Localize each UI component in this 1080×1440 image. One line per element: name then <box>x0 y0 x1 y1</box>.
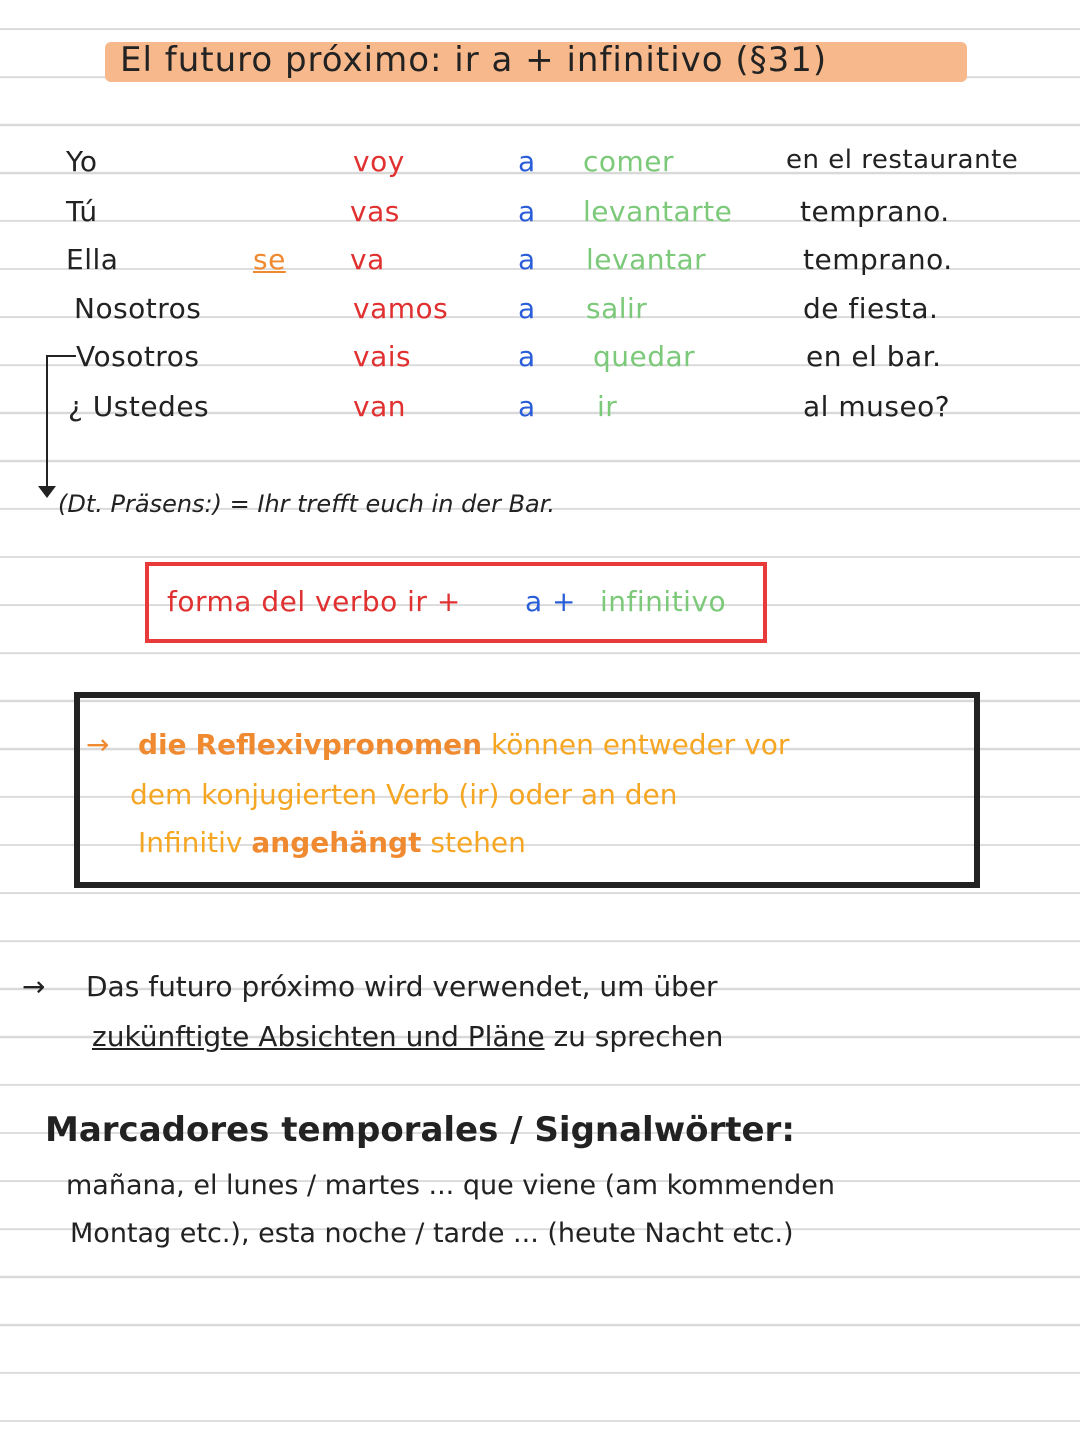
page-title: El futuro próximo: ir a + infinitivo (§31) <box>120 40 828 80</box>
infinitive: ir <box>597 390 618 423</box>
vosotros-arrow-stub <box>46 355 76 357</box>
vosotros-arrow-line <box>46 355 48 490</box>
pronoun: Nosotros <box>74 292 202 325</box>
formula-infinitive-part: infinitivo <box>600 585 727 618</box>
preposition: a <box>518 145 536 178</box>
pronoun: ¿ Ustedes <box>68 390 210 423</box>
infinitive: comer <box>583 145 675 178</box>
verb-form: vas <box>350 195 400 228</box>
marcadores-heading: Marcadores temporales / Signalwörter: <box>45 1110 795 1150</box>
formula-prep-part: a + <box>525 585 577 618</box>
complement: en el restaurante <box>786 145 1019 175</box>
complement: de fiesta. <box>803 292 939 325</box>
note-text: stehen <box>430 826 526 859</box>
complement: temprano. <box>803 243 953 276</box>
note-emphasis: die <box>138 728 187 761</box>
arrow-right-icon: → <box>22 970 46 1003</box>
note-line-3 <box>138 826 526 859</box>
note-text: können entweder vor <box>491 728 790 761</box>
infinitive: salir <box>586 292 648 325</box>
arrow-down-icon <box>38 486 56 498</box>
marcadores-line-1: mañana, el lunes / martes ... que viene (am kommenden <box>66 1170 835 1201</box>
verb-form: vais <box>353 340 412 373</box>
usage-text: zu sprechen <box>553 1020 724 1053</box>
preposition: a <box>518 195 536 228</box>
arrow-right-icon: → <box>86 728 110 761</box>
infinitive: levantar <box>586 243 707 276</box>
note-emphasis: angehängt <box>251 826 422 859</box>
preposition: a <box>518 390 536 423</box>
preposition: a <box>518 243 536 276</box>
pronoun: Vosotros <box>76 340 200 373</box>
usage-line-2 <box>92 1020 723 1053</box>
preposition: a <box>518 340 536 373</box>
verb-form: voy <box>353 145 405 178</box>
complement: en el bar. <box>806 340 942 373</box>
usage-underlined: zukünftigte Absichten und Pläne <box>92 1020 545 1053</box>
verb-form: va <box>350 243 385 276</box>
preposition: a <box>518 292 536 325</box>
pronoun: Tú <box>66 195 98 228</box>
reflexive-pronoun: se <box>253 243 286 276</box>
complement: al museo? <box>803 390 951 423</box>
german-translation: (Dt. Präsens:) = Ihr trefft euch in der Bar. <box>58 490 556 518</box>
complement: temprano. <box>800 195 950 228</box>
infinitive: levantarte <box>583 195 733 228</box>
formula-verb-part: forma del verbo ir + <box>167 585 461 618</box>
marcadores-line-2: Montag etc.), esta noche / tarde ... (heute Nacht etc.) <box>70 1218 794 1249</box>
note-line-1 <box>138 728 789 761</box>
note-text: Infinitiv <box>138 826 243 859</box>
pronoun: Yo <box>66 145 98 178</box>
verb-form: van <box>353 390 406 423</box>
note-emphasis: Reflexivpronomen <box>195 728 483 761</box>
usage-line-1: Das futuro próximo wird verwendet, um über <box>86 970 718 1003</box>
note-line-2: dem konjugierten Verb (ir) oder an den <box>130 778 678 811</box>
pronoun: Ella <box>66 243 119 276</box>
verb-form: vamos <box>353 292 449 325</box>
infinitive: quedar <box>593 340 696 373</box>
